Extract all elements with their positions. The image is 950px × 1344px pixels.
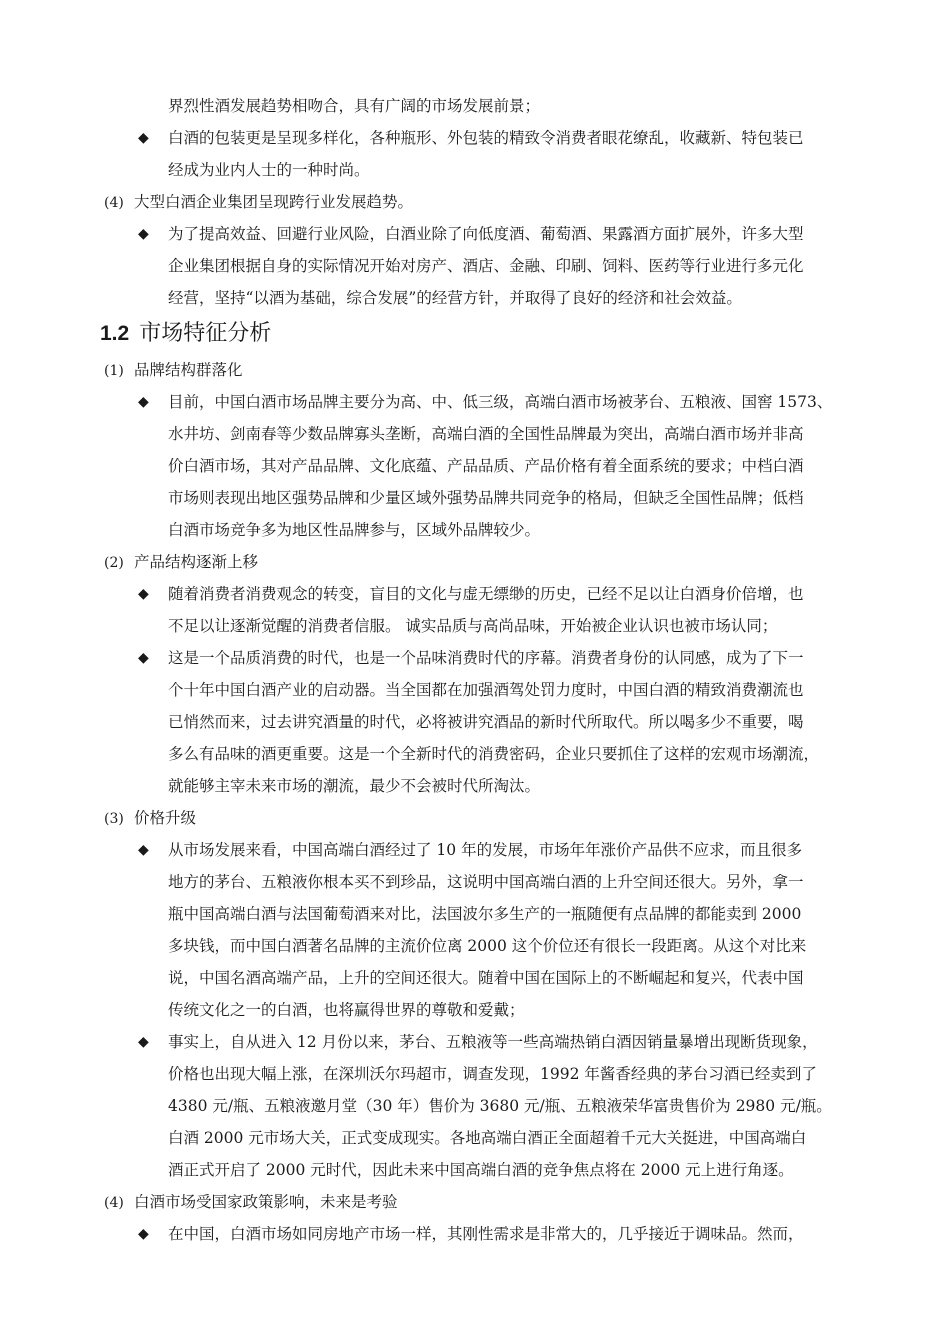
line-text: 经营，坚持“以酒为基础，综合发展”的经营方针，并取得了良好的经济和社会效益。 [168, 289, 742, 307]
line-text: 白酒市场受国家政策影响，未来是考验 [134, 1193, 398, 1211]
numbered-subheading [100, 1186, 860, 1218]
item-number: (3) [104, 811, 124, 827]
paragraph-line [100, 994, 860, 1026]
line-text: 经成为业内人士的一种时尚。 [168, 161, 370, 179]
line-text: 就能够主宰未来市场的潮流，最少不会被时代所淘汰。 [168, 777, 541, 795]
line-text: 地方的茅台、五粮液你根本买不到珍品，这说明中国高端白酒的上升空间还很大。另外，拿一 [168, 873, 804, 891]
item-number: (1) [104, 363, 124, 379]
item-number: (4) [104, 195, 124, 211]
line-text: 品牌结构群落化 [134, 361, 243, 379]
diamond-bullet-icon: ◆ [138, 1034, 149, 1050]
line-text: 价格也出现大幅上涨，在深圳沃尔玛超市，调查发现，1992 年酱香经典的茅台习酒已经卖到了 [168, 1065, 817, 1083]
paragraph-line [100, 898, 860, 930]
paragraph-line [100, 154, 860, 186]
line-text: 水井坊、剑南春等少数品牌寡头垄断，高端白酒的全国性品牌最为突出，高端白酒市场并非高 [168, 425, 804, 443]
line-text: 界烈性酒发展趋势相吻合，具有广阔的市场发展前景； [168, 97, 541, 115]
bullet-item [100, 1026, 860, 1058]
paragraph-line [100, 1122, 860, 1154]
paragraph-line [100, 282, 860, 314]
line-text: 酒正式开启了 2000 元时代，因此未来中国高端白酒的竞争焦点将在 2000 元上进行角逐。 [168, 1161, 794, 1179]
paragraph-line [100, 1058, 860, 1090]
bullet-item [100, 578, 860, 610]
section-title: 市场特征分析 [139, 321, 272, 346]
numbered-subheading [100, 802, 860, 834]
document-body [100, 90, 860, 1250]
line-text: 目前，中国白酒市场品牌主要分为高、中、低三级，高端白酒市场被茅台、五粮液、国窖 1573、 [168, 393, 833, 411]
line-text: 产品结构逐渐上移 [134, 553, 259, 571]
line-text: 从市场发展来看，中国高端白酒经过了 10 年的发展，市场年年涨价产品供不应求，而且很多 [168, 841, 803, 859]
numbered-subheading [100, 354, 860, 386]
paragraph-line [100, 1090, 860, 1122]
numbered-subheading [100, 186, 860, 218]
line-text: 价格升级 [134, 809, 197, 827]
section-number: 1.2 [100, 322, 130, 345]
line-text: 白酒市场竞争多为地区性品牌参与，区域外品牌较少。 [168, 521, 541, 539]
line-text: 个十年中国白酒产业的启动器。当全国都在加强酒驾处罚力度时，中国白酒的精致消费潮流也 [168, 681, 804, 699]
paragraph-line [100, 738, 860, 770]
line-text: 不足以让逐渐觉醒的消费者信服。 诚实品质与高尚品味，开始被企业认识也被市场认同； [168, 617, 778, 635]
diamond-bullet-icon: ◆ [138, 394, 149, 410]
paragraph-line [100, 770, 860, 802]
numbered-subheading [100, 546, 860, 578]
paragraph-line [100, 866, 860, 898]
line-text: 瓶中国高端白酒与法国葡萄酒来对比，法国波尔多生产的一瓶随便有点品牌的都能卖到 2000 [168, 905, 802, 923]
paragraph-line [100, 90, 860, 122]
bullet-item [100, 386, 860, 418]
line-text: 为了提高效益、回避行业风险，白酒业除了向低度酒、葡萄酒、果露酒方面扩展外，许多大型 [168, 225, 804, 243]
bullet-item [100, 834, 860, 866]
paragraph-line [100, 962, 860, 994]
item-number: (2) [104, 555, 124, 571]
line-text: 企业集团根据自身的实际情况开始对房产、酒店、金融、印刷、饲料、医药等行业进行多元化 [168, 257, 804, 275]
diamond-bullet-icon: ◆ [138, 586, 149, 602]
line-text: 事实上，自从进入 12 月份以来，茅台、五粮液等一些高端热销白酒因销量暴增出现断货现象， [168, 1033, 818, 1051]
line-text: 在中国，白酒市场如同房地产市场一样，其刚性需求是非常大的，几乎接近于调味品。然而， [168, 1225, 804, 1243]
diamond-bullet-icon: ◆ [138, 130, 149, 146]
bullet-item [100, 1218, 860, 1250]
section-heading [100, 314, 860, 354]
bullet-item [100, 218, 860, 250]
paragraph-line [100, 482, 860, 514]
line-text: 传统文化之一的白酒，也将赢得世界的尊敬和爱戴； [168, 1001, 525, 1019]
line-text: 市场则表现出地区强势品牌和少量区域外强势品牌共同竞争的格局，但缺乏全国性品牌；低档 [168, 489, 804, 507]
paragraph-line [100, 930, 860, 962]
diamond-bullet-icon: ◆ [138, 650, 149, 666]
bullet-item [100, 122, 860, 154]
paragraph-line [100, 418, 860, 450]
line-text: 多块钱，而中国白酒著名品牌的主流价位离 2000 这个价位还有很长一段距离。从这个对比来 [168, 937, 807, 955]
diamond-bullet-icon: ◆ [138, 842, 149, 858]
line-text: 大型白酒企业集团呈现跨行业发展趋势。 [134, 193, 414, 211]
paragraph-line [100, 674, 860, 706]
line-text: 随着消费者消费观念的转变，盲目的文化与虚无缥缈的历史，已经不足以让白酒身价倍增，也 [168, 585, 804, 603]
line-text: 这是一个品质消费的时代，也是一个品味消费时代的序幕。消费者身份的认同感，成为了下一 [168, 649, 804, 667]
paragraph-line [100, 514, 860, 546]
paragraph-line [100, 610, 860, 642]
line-text: 已悄然而来，过去讲究酒量的时代，必将被讲究酒品的新时代所取代。所以喝多少不重要，喝 [168, 713, 804, 731]
line-text: 价白酒市场，其对产品品牌、文化底蕴、产品品质、产品价格有着全面系统的要求；中档白酒 [168, 457, 804, 475]
paragraph-line [100, 1154, 860, 1186]
paragraph-line [100, 450, 860, 482]
line-text: 4380 元/瓶、五粮液邀月堂（30 年）售价为 3680 元/瓶、五粮液荣华富贵售价为 2980 元/瓶。 [168, 1097, 832, 1115]
paragraph-line [100, 250, 860, 282]
paragraph-line [100, 706, 860, 738]
line-text: 说，中国名酒高端产品，上升的空间还很大。随着中国在国际上的不断崛起和复兴，代表中国 [168, 969, 804, 987]
diamond-bullet-icon: ◆ [138, 1226, 149, 1242]
line-text: 白酒 2000 元市场大关，正式变成现实。各地高端白酒正全面超着千元大关挺进，中国高端白 [168, 1129, 807, 1147]
diamond-bullet-icon: ◆ [138, 226, 149, 242]
item-number: (4) [104, 1195, 124, 1211]
bullet-item [100, 642, 860, 674]
line-text: 多么有品味的酒更重要。这是一个全新时代的消费密码，企业只要抓住了这样的宏观市场潮流， [168, 745, 820, 763]
line-text: 白酒的包装更是呈现多样化，各种瓶形、外包装的精致令消费者眼花缭乱，收藏新、特包装已 [168, 129, 804, 147]
